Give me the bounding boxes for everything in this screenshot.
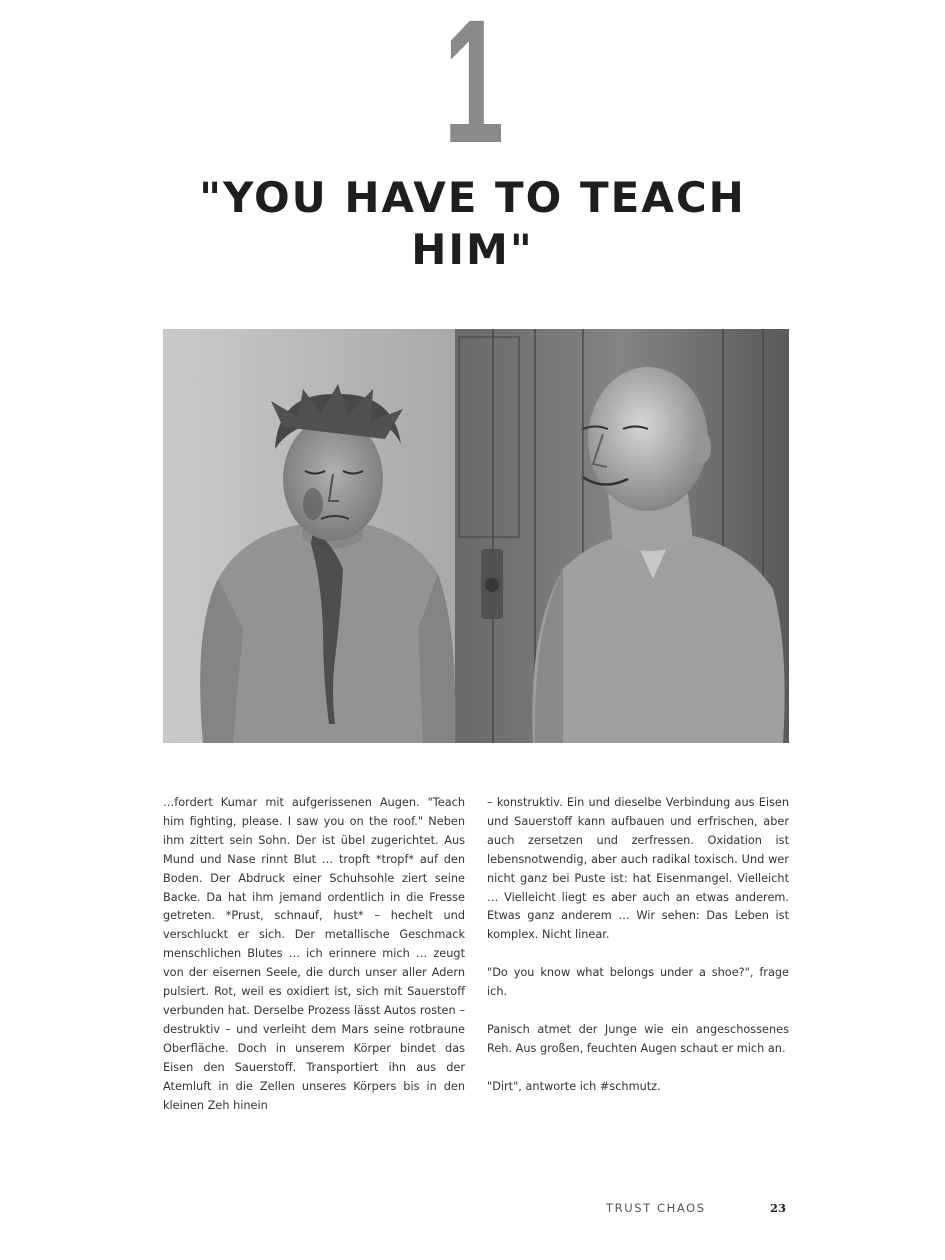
paragraph: …fordert Kumar mit aufgerissenen Augen. "Teach him fighting, please. I saw you on the roof." Neben ihm zittert sein Sohn. Der ist übel zugerichtet. Aus Mund und Nase rinnt Blut … tropft *tropf* auf den Boden. Der Abdruck einer Schuhsohle ziert seine Backe. Da hat ihm jemand ordentlich in die Fresse getreten. *Prust, schnauf, hust* – hechelt und verschluckt er sich. Der metallische Geschmack menschlichen Blutes … ich erinnere mich … zeugt von der eisernen Seele, die durch unser aller Adern pulsiert. Rot, weil es oxidiert ist, sich mit Sauerstoff verbunden hat. Derselbe Prozess lässt Autos rosten – destruktiv – und verleiht dem Mars seine rotbraune Oberfläche. Doch in unserem Körper bindet das Eisen den Sauerstoff. Transportiert ihn aus der Atemluft in die Zellen unseres Körpers bis in den kleinen Zeh hinein — [163, 796, 465, 1112]
chapter-title: "YOU HAVE TO TEACH HIM" — [199, 173, 746, 274]
illustration-image — [163, 329, 789, 743]
running-footer-title: TRUST CHAOS — [606, 1201, 706, 1215]
page-number: 23 — [770, 1201, 787, 1215]
paragraph: Panisch atmet der Junge wie ein angeschossenes Reh. Aus großen, feuchten Augen schaut er mich an. — [487, 1022, 789, 1055]
body-left-column — [163, 794, 465, 1115]
body-right-column — [487, 794, 789, 1096]
paragraph: – konstruktiv. Ein und dieselbe Verbindung aus Eisen und Sauerstoff kann aufbauen und erfrischen, aber auch zersetzen und zerfressen. Oxidation ist lebensnotwendig, aber auch radikal toxisch. Und wer nicht ganz bei Puste ist: hat Eisenmangel. Vielleicht … Vielleicht liegt es aber auch an etwas anderem. Etwas ganz anderem … Wir sehen: Das Leben ist komplex. Nicht linear. — [487, 796, 789, 942]
paragraph: "Dirt", antworte ich #schmutz. — [487, 1079, 661, 1093]
paragraph: "Do you know what belongs under a shoe?", frage ich. — [487, 966, 789, 999]
chapter-number: 1 — [443, 0, 502, 180]
